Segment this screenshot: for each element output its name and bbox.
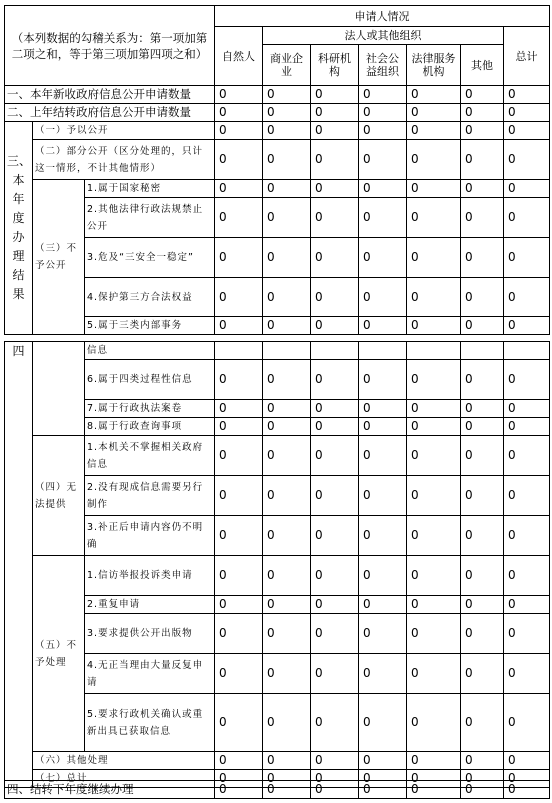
row-label: 3.要求提供公开出版物 [85, 614, 215, 654]
cell-value: 0 [461, 104, 504, 122]
row-label: 四、结转下年度继续办理 [5, 781, 215, 799]
cell-value: 0 [504, 770, 550, 788]
table-row [5, 317, 550, 335]
cell-value: 0 [407, 654, 461, 694]
cell-value: 0 [461, 516, 504, 556]
cell-value: 0 [215, 614, 263, 654]
cell-value: 0 [215, 781, 263, 799]
cell-value: 0 [263, 752, 311, 770]
cell-value: 0 [407, 238, 461, 278]
cell-value: 0 [504, 781, 550, 799]
row-label: 3.补正后申请内容仍不明确 [85, 516, 215, 556]
header-legal-group: 法人或其他组织 [263, 27, 504, 45]
cell-value: 0 [504, 654, 550, 694]
cell-value: 0 [215, 400, 263, 418]
cell-value: 0 [504, 694, 550, 752]
row-label: 二、上年结转政府信息公开申请数量 [5, 104, 215, 122]
cell-value: 0 [215, 694, 263, 752]
cell-value: 0 [311, 360, 359, 400]
cell-value: 0 [311, 198, 359, 238]
table-row [5, 436, 550, 476]
table-row [5, 694, 550, 752]
cell-value: 0 [359, 360, 407, 400]
cell-value: 0 [407, 436, 461, 476]
cell-value: 0 [504, 476, 550, 516]
cell-value: 0 [504, 278, 550, 317]
cell-value: 0 [263, 317, 311, 335]
row-label: （六）其他处理 [33, 752, 215, 770]
cell-value: 0 [504, 86, 550, 104]
disclosure-table-page2 [4, 341, 550, 788]
table-row [5, 596, 550, 614]
cell-value: 0 [359, 198, 407, 238]
cell-value: 0 [215, 654, 263, 694]
cell-value: 0 [215, 360, 263, 400]
cell-value: 0 [263, 694, 311, 752]
cell-value: 0 [461, 360, 504, 400]
cell-value: 0 [504, 140, 550, 180]
cell-value: 0 [359, 436, 407, 476]
cell-value: 0 [215, 436, 263, 476]
cell-value: 0 [407, 418, 461, 436]
row-label: 2.没有现成信息需要另行制作 [85, 476, 215, 516]
cell-value: 0 [461, 770, 504, 788]
cell-value: 0 [263, 86, 311, 104]
cell-value: 0 [407, 752, 461, 770]
group3-label: （三）不予公开 [33, 180, 85, 335]
cell-value: 0 [311, 104, 359, 122]
table-row [5, 238, 550, 278]
table-row [5, 516, 550, 556]
cell-value: 0 [311, 180, 359, 198]
header-research: 科研机构 [311, 45, 359, 86]
cell-value: 0 [504, 436, 550, 476]
cell-value: 0 [504, 516, 550, 556]
cell-value: 0 [311, 614, 359, 654]
cell-value: 0 [359, 140, 407, 180]
cell-value: 0 [461, 654, 504, 694]
cell-value: 0 [215, 317, 263, 335]
cell-value: 0 [263, 654, 311, 694]
disclosure-table-page1 [4, 5, 550, 335]
cell-value: 0 [407, 122, 461, 140]
cell-value: 0 [215, 122, 263, 140]
cell-value: 0 [359, 238, 407, 278]
table-row [5, 86, 550, 104]
row-label: 1.本机关不掌握相关政府信息 [85, 436, 215, 476]
cell-value: 0 [359, 516, 407, 556]
cell-value: 0 [311, 770, 359, 788]
cell-value: 0 [504, 752, 550, 770]
cell-value: 0 [263, 278, 311, 317]
cell-value: 0 [504, 317, 550, 335]
header-social: 社会公益组织 [359, 45, 407, 86]
cell-value: 0 [215, 238, 263, 278]
table-row [5, 180, 550, 198]
cell-value: 0 [461, 596, 504, 614]
row-label: 信息 [85, 342, 215, 360]
header-corner-note: （本列数据的勾稽关系为：第一项加第二项之和，等于第三项加第四项之和） [5, 6, 215, 86]
cell-value: 0 [359, 476, 407, 516]
cell-value: 0 [263, 418, 311, 436]
cell-value: 0 [407, 198, 461, 238]
cell-value: 0 [407, 476, 461, 516]
cell-value: 0 [461, 418, 504, 436]
header-natural-person: 自然人 [215, 27, 263, 86]
cell-value: 0 [263, 770, 311, 788]
cell-value: 0 [504, 122, 550, 140]
cell-value: 0 [359, 104, 407, 122]
cell-value: 0 [215, 770, 263, 788]
cell-value: 0 [263, 436, 311, 476]
cell-value: 0 [311, 781, 359, 799]
row-label: （二）部分公开（区分处理的，只计这一情形，不计其他情形） [33, 140, 215, 180]
cell-value: 0 [504, 198, 550, 238]
cell-value: 0 [504, 180, 550, 198]
cell-value: 0 [215, 516, 263, 556]
cell-value: 0 [311, 400, 359, 418]
group4-label: （四）无法提供 [33, 436, 85, 556]
row-label: 1.属于国家秘密 [85, 180, 215, 198]
cell-value: 0 [407, 140, 461, 180]
cell-value: 0 [504, 360, 550, 400]
cell-value: 0 [359, 556, 407, 596]
table-row [5, 400, 550, 418]
row-label: 一、本年新收政府信息公开申请数量 [5, 86, 215, 104]
cell-value: 0 [359, 694, 407, 752]
cell-value: 0 [504, 400, 550, 418]
row-label: 6.属于四类过程性信息 [85, 360, 215, 400]
cell-value: 0 [263, 516, 311, 556]
cell-value: 0 [359, 614, 407, 654]
cell-value: 0 [461, 198, 504, 238]
cell-value: 0 [461, 476, 504, 516]
cell-value: 0 [311, 654, 359, 694]
cell-value: 0 [311, 418, 359, 436]
header-law: 法律服务机构 [407, 45, 461, 86]
cell-value: 0 [263, 360, 311, 400]
cell-value: 0 [359, 278, 407, 317]
row-label: 3.危及“三安全一稳定” [85, 238, 215, 278]
cell-value: 0 [311, 694, 359, 752]
cell-value: 0 [215, 476, 263, 516]
cell-value: 0 [215, 198, 263, 238]
table-row [5, 476, 550, 516]
cell-value: 0 [263, 476, 311, 516]
cell-value: 0 [461, 752, 504, 770]
table-row [5, 360, 550, 400]
header-applicant: 申请人情况 [215, 6, 550, 27]
cell-value: 0 [359, 781, 407, 799]
cell-value: 0 [461, 781, 504, 799]
table-row [5, 614, 550, 654]
cell-value: 0 [359, 86, 407, 104]
cell-value: 0 [263, 198, 311, 238]
cell-value: 0 [407, 781, 461, 799]
cell-value: 0 [215, 278, 263, 317]
cell-value: 0 [263, 556, 311, 596]
cell-value: 0 [461, 694, 504, 752]
row-label: 2.重复申请 [85, 596, 215, 614]
cell-value: 0 [215, 104, 263, 122]
cell-value: 0 [407, 317, 461, 335]
cell-value: 0 [504, 614, 550, 654]
cell-value: 0 [311, 140, 359, 180]
cell-value: 0 [407, 516, 461, 556]
group3-label-cont [33, 342, 85, 436]
row-label: 5.属于三类内部事务 [85, 317, 215, 335]
cell-value: 0 [263, 238, 311, 278]
section3-marker: 四 [5, 342, 33, 788]
cell-value: 0 [461, 140, 504, 180]
row-label: （七）总计 [33, 770, 215, 788]
group5-label: （五）不予处理 [33, 556, 85, 752]
cell-value: 0 [461, 400, 504, 418]
cell-value: 0 [215, 596, 263, 614]
cell-value: 0 [359, 770, 407, 788]
cell-value: 0 [359, 400, 407, 418]
row-label: （一）予以公开 [33, 122, 215, 140]
cell-value: 0 [407, 694, 461, 752]
cell-value: 0 [215, 556, 263, 596]
cell-value: 0 [215, 140, 263, 180]
cell-value: 0 [311, 278, 359, 317]
cell-value: 0 [504, 238, 550, 278]
cell-value: 0 [263, 596, 311, 614]
cell-value: 0 [407, 86, 461, 104]
header-other: 其他 [461, 45, 504, 86]
cell-value: 0 [311, 752, 359, 770]
cell-value: 0 [504, 418, 550, 436]
cell-value: 0 [359, 654, 407, 694]
cell-value: 0 [407, 180, 461, 198]
cell-value: 0 [311, 596, 359, 614]
cell-value: 0 [215, 86, 263, 104]
row-label: 8.属于行政查询事项 [85, 418, 215, 436]
cell-value: 0 [263, 614, 311, 654]
cell-value: 0 [407, 614, 461, 654]
header-total: 总计 [504, 27, 550, 86]
cell-value: 0 [215, 752, 263, 770]
table-row [5, 781, 550, 799]
table-row [5, 342, 550, 360]
cell-value: 0 [263, 140, 311, 180]
cell-value: 0 [263, 781, 311, 799]
table-row [5, 122, 550, 140]
cell-value: 0 [461, 556, 504, 596]
cell-value: 0 [359, 317, 407, 335]
cell-value: 0 [311, 122, 359, 140]
table-row [5, 654, 550, 694]
cell-value: 0 [407, 104, 461, 122]
cell-value: 0 [461, 614, 504, 654]
cell-value: 0 [407, 596, 461, 614]
row-label: 7.属于行政执法案卷 [85, 400, 215, 418]
cell-value: 0 [461, 317, 504, 335]
cell-value: 0 [311, 556, 359, 596]
cell-value: 0 [215, 180, 263, 198]
cell-value: 0 [359, 180, 407, 198]
cell-value: 0 [407, 770, 461, 788]
cell-value: 0 [461, 436, 504, 476]
cell-value: 0 [311, 238, 359, 278]
table-row [5, 278, 550, 317]
table-row [5, 418, 550, 436]
cell-value: 0 [461, 278, 504, 317]
cell-value: 0 [504, 556, 550, 596]
table-row [5, 752, 550, 770]
cell-value: 0 [407, 360, 461, 400]
cell-value: 0 [263, 104, 311, 122]
row-label: 4.无正当理由大量反复申请 [85, 654, 215, 694]
table-row [5, 104, 550, 122]
cell-value: 0 [407, 278, 461, 317]
cell-value: 0 [504, 596, 550, 614]
cell-value: 0 [263, 180, 311, 198]
cell-value: 0 [359, 122, 407, 140]
table-row [5, 556, 550, 596]
row-label: 5.要求行政机关确认或重新出具已获取信息 [85, 694, 215, 752]
cell-value: 0 [461, 122, 504, 140]
cell-value: 0 [311, 86, 359, 104]
row-label: 4.保护第三方合法权益 [85, 278, 215, 317]
cell-value: 0 [311, 516, 359, 556]
cell-value: 0 [359, 418, 407, 436]
disclosure-table-footer [4, 780, 550, 799]
cell-value: 0 [504, 104, 550, 122]
table-row [5, 198, 550, 238]
cell-value: 0 [461, 180, 504, 198]
header-commercial: 商业企业 [263, 45, 311, 86]
table-row [5, 140, 550, 180]
cell-value: 0 [461, 238, 504, 278]
cell-value: 0 [461, 86, 504, 104]
cell-value: 0 [215, 418, 263, 436]
cell-value: 0 [311, 476, 359, 516]
cell-value: 0 [359, 752, 407, 770]
cell-value: 0 [311, 436, 359, 476]
cell-value: 0 [263, 400, 311, 418]
row-label: 2.其他法律行政法规禁止公开 [85, 198, 215, 238]
cell-value: 0 [359, 596, 407, 614]
section3-title: 三、本年度办理结果 [5, 122, 33, 335]
cell-value: 0 [407, 556, 461, 596]
cell-value: 0 [407, 400, 461, 418]
row-label: 1.信访举报投诉类申请 [85, 556, 215, 596]
cell-value: 0 [263, 122, 311, 140]
cell-value: 0 [311, 317, 359, 335]
